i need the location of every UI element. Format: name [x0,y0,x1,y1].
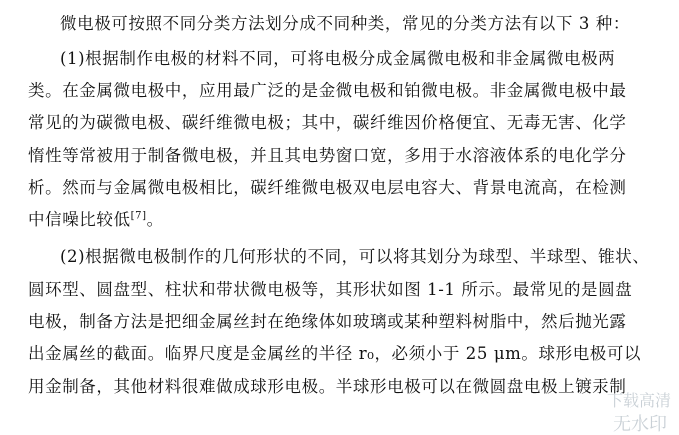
watermark [605,387,679,435]
text-line-11: 出金属丝的截面。临界尺度是金属丝的半径 r₀，必须小于 25 μm。球形电极可以 [28,344,642,363]
text-line-6: 析。然而与金属微电极相比，碳纤维微电极双电层电容大、背景电流高，在检测 [28,178,627,197]
text-line-7 [28,210,164,230]
text-line-12: 用金制备，其他材料很难做成球形电极。半球形电极可以在微圆盘电极上镀汞制 [28,377,627,396]
citation-ref: [7] [130,210,147,222]
text-line-7-end: 。 [146,210,164,229]
text-line-8: (2)根据微电极制作的几何形状的不同，可以将其划分为球型、半球型、锥状、 [60,247,650,266]
text-line-10: 电极，制备方法是把细金属丝封在绝缘体如玻璃或某种塑料树脂中，然后抛光露 [28,312,627,331]
watermark-line-2: 无水印 [613,414,667,435]
text-line-9: 圆环型、圆盘型、柱状和带状微电极等，其形状如图 1-1 所示。最常见的是圆盘 [28,280,633,299]
text-line-7-body: 中信噪比较低 [28,210,131,229]
text-line-3: 类。在金属微电极中，应用最广泛的是金微电极和铂微电极。非金属微电极中最 [28,81,627,100]
text-line-4: 常见的为碳微电极、碳纤维微电极；其中，碳纤维因价格便宜、无毒无害、化学 [28,113,627,132]
watermark-line-1: 下载高清 [607,391,672,410]
text-line-2: (1)根据制作电极的材料不同，可将电极分成金属微电极和非金属微电极两 [60,49,616,68]
text-line-1: 微电极可按照不同分类方法划分成不同种类，常见的分类方法有以下 3 种： [60,14,630,33]
text-line-5: 惰性等常被用于制备微电极，并且其电势窗口宽，多用于水溶液体系的电化学分 [28,146,627,165]
